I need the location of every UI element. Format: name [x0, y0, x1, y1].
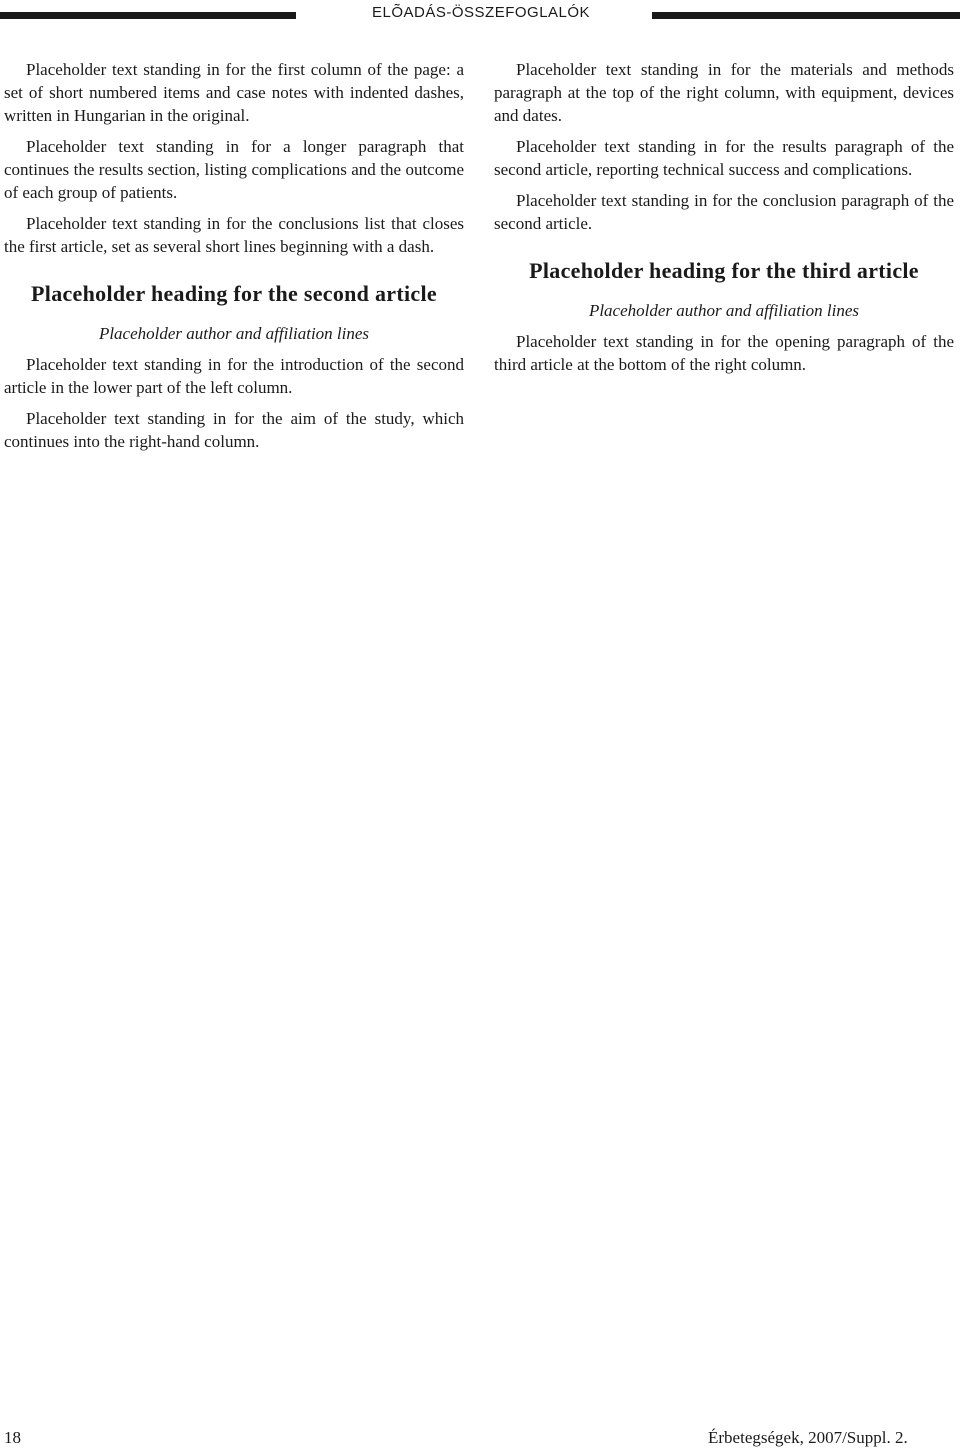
right-paragraph-2: Placeholder text standing in for the results paragraph of the second article, reporting technical success and complications.: [494, 137, 954, 179]
journal-footer: Érbetegségek, 2007/Suppl. 2.: [708, 1428, 908, 1447]
header-rule-right: [652, 12, 960, 19]
page-number: 18: [4, 1428, 21, 1447]
right-paragraph-3: Placeholder text standing in for the conclusion paragraph of the second article.: [494, 191, 954, 233]
left-column: [4, 58, 464, 461]
right-paragraph-1: Placeholder text standing in for the materials and methods paragraph at the top of the right column, with equipment, devices and dates.: [494, 60, 954, 125]
right-article-heading: Placeholder heading for the third article: [529, 258, 919, 283]
left-paragraph-3: Placeholder text standing in for the conclusions list that closes the first article, set as several short lines beginning with a dash.: [4, 214, 464, 256]
right-column: [494, 58, 954, 384]
left-closing-paragraph-2: Placeholder text standing in for the aim of the study, which continues into the right-hand column.: [4, 409, 464, 451]
header-rule-left: [0, 12, 296, 19]
left-article-byline: Placeholder author and affiliation lines: [98, 324, 370, 343]
left-article-heading: Placeholder heading for the second article: [31, 281, 437, 306]
right-article-byline: Placeholder author and affiliation lines: [588, 301, 860, 320]
left-paragraph-2: Placeholder text standing in for a longer paragraph that continues the results section, listing complications and the outcome of each group of patients.: [4, 137, 464, 202]
left-closing-paragraph-1: Placeholder text standing in for the introduction of the second article in the lower part of the left column.: [4, 355, 464, 397]
right-closing-paragraph-1: Placeholder text standing in for the opening paragraph of the third article at the bottom of the right column.: [494, 332, 954, 374]
running-head: ELÕADÁS-ÖSSZEFOGLALÓK: [372, 4, 591, 21]
left-paragraph-1: Placeholder text standing in for the first column of the page: a set of short numbered items and case notes with indented dashes, written in Hungarian in the original.: [4, 60, 464, 125]
